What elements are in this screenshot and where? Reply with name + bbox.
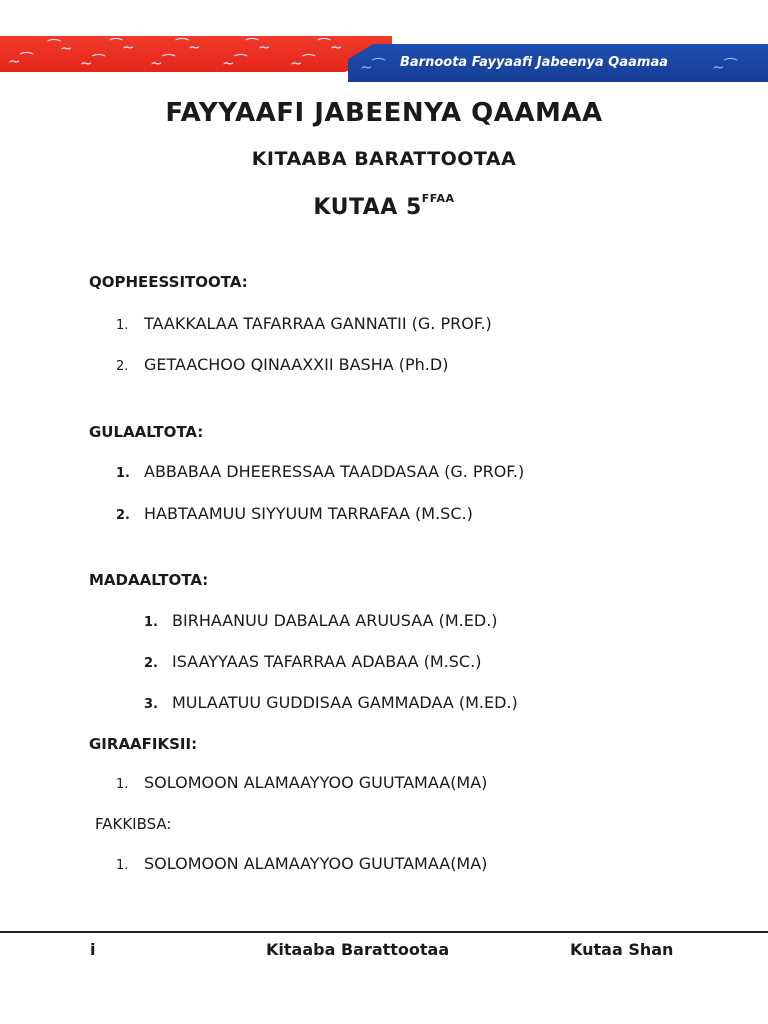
list-item bbox=[144, 652, 481, 671]
list-text: GETAACHOO QINAAXXII BASHA (Ph.D) bbox=[144, 355, 449, 374]
grade-suffix: FFAA bbox=[421, 191, 455, 205]
list-item bbox=[144, 611, 498, 630]
list-text: BIRHAANUU DABALAA ARUUSAA (M.ED.) bbox=[172, 611, 498, 630]
swoosh-icon: ~⁀ bbox=[8, 52, 33, 70]
list-text: MULAATUU GUDDISAA GAMMADAA (M.ED.) bbox=[172, 693, 518, 712]
swoosh-icon: ~⁀ bbox=[222, 54, 247, 72]
banner-title: Barnoota Fayyaafi Jabeenya Qaamaa bbox=[400, 55, 668, 70]
list-number: 1. bbox=[116, 466, 130, 481]
header-banner bbox=[0, 36, 768, 82]
list-item bbox=[116, 773, 487, 792]
list-number: 2. bbox=[144, 656, 158, 671]
footer-divider bbox=[0, 931, 768, 933]
graphics-heading: GIRAAFIKSII: bbox=[89, 735, 198, 753]
evaluators-heading: GULAALTOTA: bbox=[89, 423, 204, 441]
page-title: FAYYAAFI JABEENYA QAAMAA bbox=[165, 98, 603, 128]
swoosh-icon: ~⁀ bbox=[150, 54, 175, 72]
grade-label: KUTAA 5 bbox=[313, 195, 422, 220]
swoosh-icon: ⁀~ bbox=[110, 38, 135, 56]
list-text: TAAKKALAA TAFARRAA GANNATII (G. PROF.) bbox=[144, 314, 492, 333]
grade-title bbox=[0, 191, 768, 220]
list-text: SOLOMOON ALAMAAYYOO GUUTAMAA(MA) bbox=[144, 854, 488, 873]
writers-heading: QOPHEESSITOOTA: bbox=[89, 273, 248, 291]
swoosh-icon: ⁀~ bbox=[48, 39, 73, 57]
list-number: 3. bbox=[144, 697, 158, 712]
list-number: 2. bbox=[116, 508, 130, 523]
list-number: 1. bbox=[116, 777, 129, 792]
list-number: 2. bbox=[116, 359, 129, 374]
editors-heading: MADAALTOTA: bbox=[89, 571, 209, 589]
list-number: 1. bbox=[116, 318, 129, 333]
list-item bbox=[116, 355, 448, 374]
swoosh-icon: ~⁀ bbox=[360, 58, 385, 76]
footer-grade: Kutaa Shan bbox=[570, 940, 674, 959]
list-text: HABTAAMUU SIYYUUM TARRAFAA (M.SC.) bbox=[144, 504, 473, 523]
list-item bbox=[144, 693, 518, 712]
illustration-heading: FAKKIBSA: bbox=[95, 815, 172, 833]
swoosh-icon: ⁀~ bbox=[246, 38, 271, 56]
list-item bbox=[116, 314, 492, 333]
swoosh-icon: ~⁀ bbox=[290, 54, 315, 72]
footer-book-title: Kitaaba Barattootaa bbox=[266, 940, 450, 959]
swoosh-icon: ⁀~ bbox=[318, 38, 343, 56]
list-item bbox=[116, 462, 524, 481]
list-text: ISAAYYAAS TAFARRAA ADABAA (M.SC.) bbox=[172, 652, 482, 671]
list-item bbox=[116, 504, 473, 523]
swoosh-icon: ~⁀ bbox=[712, 58, 737, 76]
footer-page-number: i bbox=[90, 940, 96, 959]
list-number: 1. bbox=[144, 615, 158, 630]
list-text: SOLOMOON ALAMAAYYOO GUUTAMAA(MA) bbox=[144, 773, 488, 792]
swoosh-icon: ~⁀ bbox=[80, 54, 105, 72]
list-number: 1. bbox=[116, 858, 129, 873]
page-subtitle: KITAABA BARATTOOTAA bbox=[251, 148, 517, 170]
list-item bbox=[116, 854, 487, 873]
list-text: ABBABAA DHEERESSAA TAADDASAA (G. PROF.) bbox=[144, 462, 525, 481]
swoosh-icon: ⁀~ bbox=[176, 38, 201, 56]
